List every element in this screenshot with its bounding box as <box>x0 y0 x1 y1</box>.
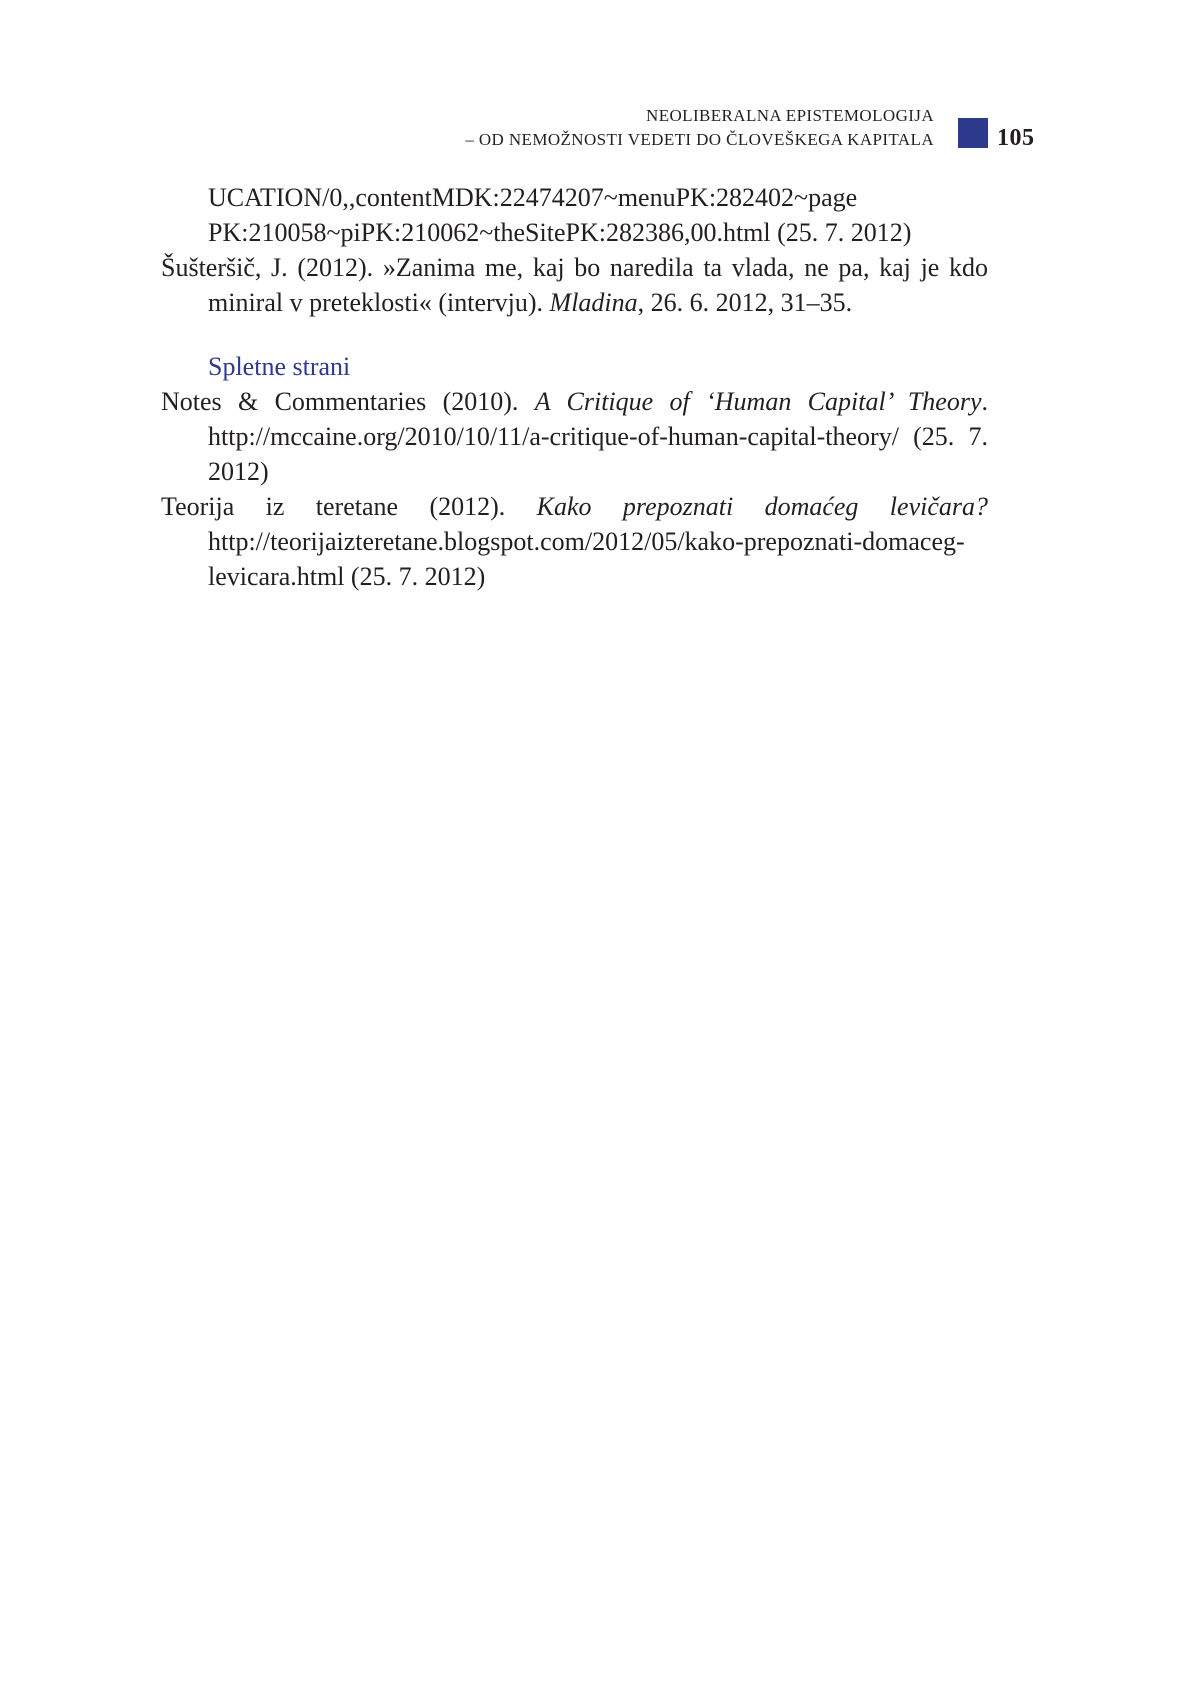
bibliography <box>161 180 988 594</box>
reference-entry-teorija <box>161 489 988 594</box>
reference-lead: Notes & Commentaries (2010). <box>161 387 535 416</box>
running-head <box>465 104 934 152</box>
reference-continuation <box>161 180 988 250</box>
reference-journal: Mladina <box>549 288 638 317</box>
reference-tail: . http://mccaine.org/2010/10/11/a-critique-of-human-capital-theory/ (25. 7. 2012) <box>208 387 988 486</box>
reference-title: Kako prepoznati domaćeg levičara? <box>536 492 988 521</box>
reference-entry-susteric <box>161 250 988 320</box>
section-heading: Spletne strani <box>208 352 351 381</box>
continuation-line-1: UCATION/0,,contentMDK:22474207~menuPK:282402~page <box>208 183 858 212</box>
running-head-line-2: – OD NEMOŽNOSTI VEDETI DO ČLOVEŠKEGA KAPITALA <box>465 130 934 149</box>
reference-tail: , 26. 6. 2012, 31–35. <box>637 288 853 317</box>
running-head-line-1: NEOLIBERALNA EPISTEMOLOGIJA <box>646 106 934 125</box>
reference-lead: Teorija iz teretane (2012). <box>161 492 537 521</box>
reference-tail: http://teorijaizteretane.blogspot.com/2012/05/kako-prepoznati-domaceg-levicara.html (25. 7. 2012) <box>208 527 965 591</box>
continuation-line-2: PK:210058~piPK:210062~theSitePK:282386,00.html (25. 7. 2012) <box>208 218 912 247</box>
reference-title: A Critique of ‘Human Capital’ Theory <box>534 387 982 416</box>
header-square-mark <box>958 118 988 148</box>
reference-lead: Šušteršič, J. (2012). »Zanima me, kaj bo naredila ta vlada, ne pa, kaj je kdo miniral v preteklosti« (intervju). <box>161 253 988 317</box>
page-number: 105 <box>997 125 1035 151</box>
reference-entry-notes <box>161 384 988 489</box>
